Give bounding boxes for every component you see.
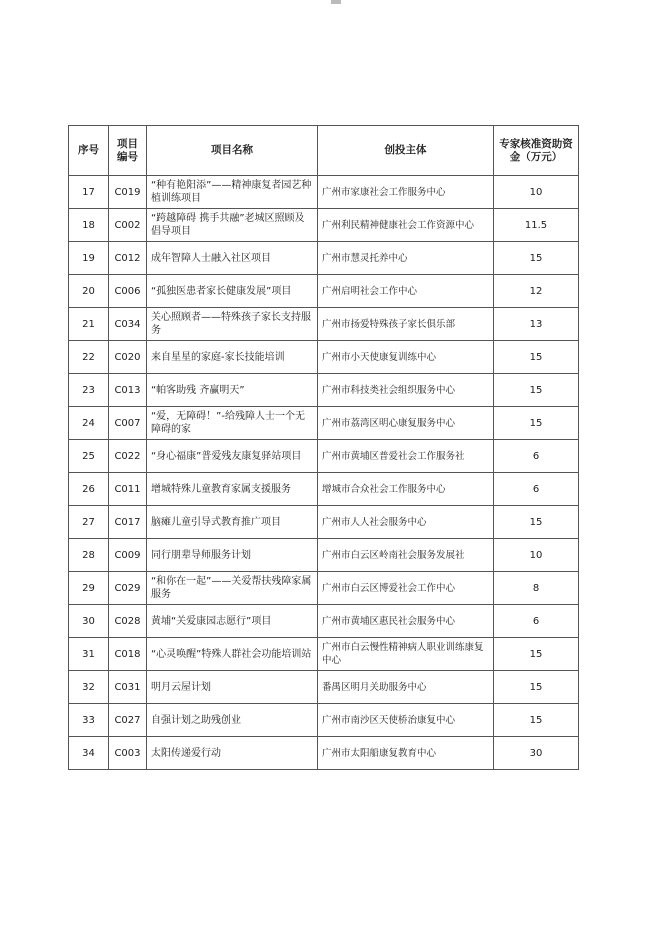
cell-org: 广州市人人社会服务中心 — [318, 506, 494, 539]
cell-no: 19 — [69, 242, 109, 275]
cell-no: 34 — [69, 737, 109, 770]
cell-org: 番禺区明月关助服务中心 — [318, 671, 494, 704]
cell-code: C006 — [109, 275, 147, 308]
table-row — [69, 539, 579, 572]
table-row — [69, 308, 579, 341]
cell-amount: 6 — [494, 440, 579, 473]
header-amount: 专家核准资助资金（万元） — [494, 126, 579, 176]
cell-amount: 8 — [494, 572, 579, 605]
cell-code: C013 — [109, 374, 147, 407]
table-row — [69, 473, 579, 506]
cell-no: 24 — [69, 407, 109, 440]
cell-org: 广州市慧灵托养中心 — [318, 242, 494, 275]
cell-org: 广州市黄埔区普爱社会工作服务社 — [318, 440, 494, 473]
cell-no: 29 — [69, 572, 109, 605]
cell-name: 关心照顾者——特殊孩子家长支持服务 — [147, 308, 318, 341]
cell-code: C022 — [109, 440, 147, 473]
cell-code: C002 — [109, 209, 147, 242]
cell-no: 17 — [69, 176, 109, 209]
cell-code: C019 — [109, 176, 147, 209]
cell-name: “心灵唤醒”特殊人群社会功能培训站 — [147, 638, 318, 671]
cell-org: 广州市南沙区天使桥治康复中心 — [318, 704, 494, 737]
table-row — [69, 671, 579, 704]
cell-code: C027 — [109, 704, 147, 737]
cell-amount: 6 — [494, 473, 579, 506]
cell-code: C020 — [109, 341, 147, 374]
cell-amount: 30 — [494, 737, 579, 770]
header-no: 序号 — [69, 126, 109, 176]
cell-amount: 11.5 — [494, 209, 579, 242]
cell-no: 32 — [69, 671, 109, 704]
cell-name: 同行朋辈导师服务计划 — [147, 539, 318, 572]
cell-name: 明月云屋计划 — [147, 671, 318, 704]
cell-org: 广州市白云慢性精神病人职业训练康复中心 — [318, 638, 494, 671]
cell-amount: 15 — [494, 407, 579, 440]
table-body — [69, 176, 579, 770]
cell-org: 广州市家康社会工作服务中心 — [318, 176, 494, 209]
table-row — [69, 275, 579, 308]
table-header-row — [69, 126, 579, 176]
cell-org: 广州市扬爱特殊孩子家长俱乐部 — [318, 308, 494, 341]
cell-no: 20 — [69, 275, 109, 308]
cell-amount: 10 — [494, 176, 579, 209]
header-code: 项目编号 — [109, 126, 147, 176]
cell-amount: 15 — [494, 638, 579, 671]
cell-name: 太阳传递爱行动 — [147, 737, 318, 770]
cell-code: C028 — [109, 605, 147, 638]
table-row — [69, 242, 579, 275]
cell-name: “和你在一起”——关爱帮扶残障家属服务 — [147, 572, 318, 605]
cell-org: 增城市合众社会工作服务中心 — [318, 473, 494, 506]
cell-amount: 15 — [494, 242, 579, 275]
cell-org: 广州市小天使康复训练中心 — [318, 341, 494, 374]
table-row — [69, 572, 579, 605]
cell-name: 自强计划之助残创业 — [147, 704, 318, 737]
cell-org: 广州启明社会工作中心 — [318, 275, 494, 308]
cell-org: 广州市太阳船康复教育中心 — [318, 737, 494, 770]
cell-name: “种有艳阳添”——精神康复者园艺种植训练项目 — [147, 176, 318, 209]
cell-no: 25 — [69, 440, 109, 473]
cell-amount: 13 — [494, 308, 579, 341]
cell-code: C011 — [109, 473, 147, 506]
cell-amount: 15 — [494, 341, 579, 374]
table-row — [69, 605, 579, 638]
table-row — [69, 209, 579, 242]
cell-amount: 10 — [494, 539, 579, 572]
cell-name: “身心福康”普爱残友康复驿站项目 — [147, 440, 318, 473]
cell-name: 成年智障人士融入社区项目 — [147, 242, 318, 275]
cell-org: 广州市科技类社会组织服务中心 — [318, 374, 494, 407]
table-row — [69, 506, 579, 539]
cell-amount: 15 — [494, 704, 579, 737]
funding-table — [68, 125, 579, 770]
cell-name: 黄埔“关爱康园志愿行”项目 — [147, 605, 318, 638]
table-row — [69, 737, 579, 770]
cell-code: C017 — [109, 506, 147, 539]
table-row — [69, 407, 579, 440]
cell-amount: 15 — [494, 374, 579, 407]
cell-no: 26 — [69, 473, 109, 506]
cell-name: 脑瘫儿童引导式教育推广项目 — [147, 506, 318, 539]
cell-code: C034 — [109, 308, 147, 341]
cell-no: 28 — [69, 539, 109, 572]
cell-name: “跨越障碍 携手共融”老城区照顾及倡导项目 — [147, 209, 318, 242]
cell-name: 来自星星的家庭-家长技能培训 — [147, 341, 318, 374]
cell-org: 广州利民精神健康社会工作资源中心 — [318, 209, 494, 242]
cell-no: 30 — [69, 605, 109, 638]
cell-code: C031 — [109, 671, 147, 704]
cell-org: 广州市白云区岭南社会服务发展社 — [318, 539, 494, 572]
table-row — [69, 638, 579, 671]
table-row — [69, 341, 579, 374]
cell-name: 增城特殊儿童教育家属支援服务 — [147, 473, 318, 506]
table-row — [69, 704, 579, 737]
table-row — [69, 440, 579, 473]
page-top-mark — [331, 0, 341, 4]
cell-code: C018 — [109, 638, 147, 671]
cell-code: C007 — [109, 407, 147, 440]
cell-code: C009 — [109, 539, 147, 572]
cell-org: 广州市白云区博爱社会工作中心 — [318, 572, 494, 605]
table-row — [69, 374, 579, 407]
cell-org: 广州市荔湾区明心康复服务中心 — [318, 407, 494, 440]
cell-no: 18 — [69, 209, 109, 242]
header-name: 项目名称 — [147, 126, 318, 176]
cell-amount: 6 — [494, 605, 579, 638]
cell-no: 27 — [69, 506, 109, 539]
cell-no: 31 — [69, 638, 109, 671]
cell-name: “孤独医患者家长健康发展”项目 — [147, 275, 318, 308]
cell-name: “帕客助残 齐赢明天” — [147, 374, 318, 407]
table-row — [69, 176, 579, 209]
cell-org: 广州市黄埔区惠民社会服务中心 — [318, 605, 494, 638]
cell-amount: 12 — [494, 275, 579, 308]
cell-no: 21 — [69, 308, 109, 341]
cell-name: “爱，无障碍！”-给残障人士一个无障碍的家 — [147, 407, 318, 440]
cell-code: C012 — [109, 242, 147, 275]
cell-amount: 15 — [494, 506, 579, 539]
cell-no: 33 — [69, 704, 109, 737]
header-org: 创投主体 — [318, 126, 494, 176]
cell-code: C029 — [109, 572, 147, 605]
cell-no: 22 — [69, 341, 109, 374]
cell-amount: 15 — [494, 671, 579, 704]
cell-code: C003 — [109, 737, 147, 770]
cell-no: 23 — [69, 374, 109, 407]
